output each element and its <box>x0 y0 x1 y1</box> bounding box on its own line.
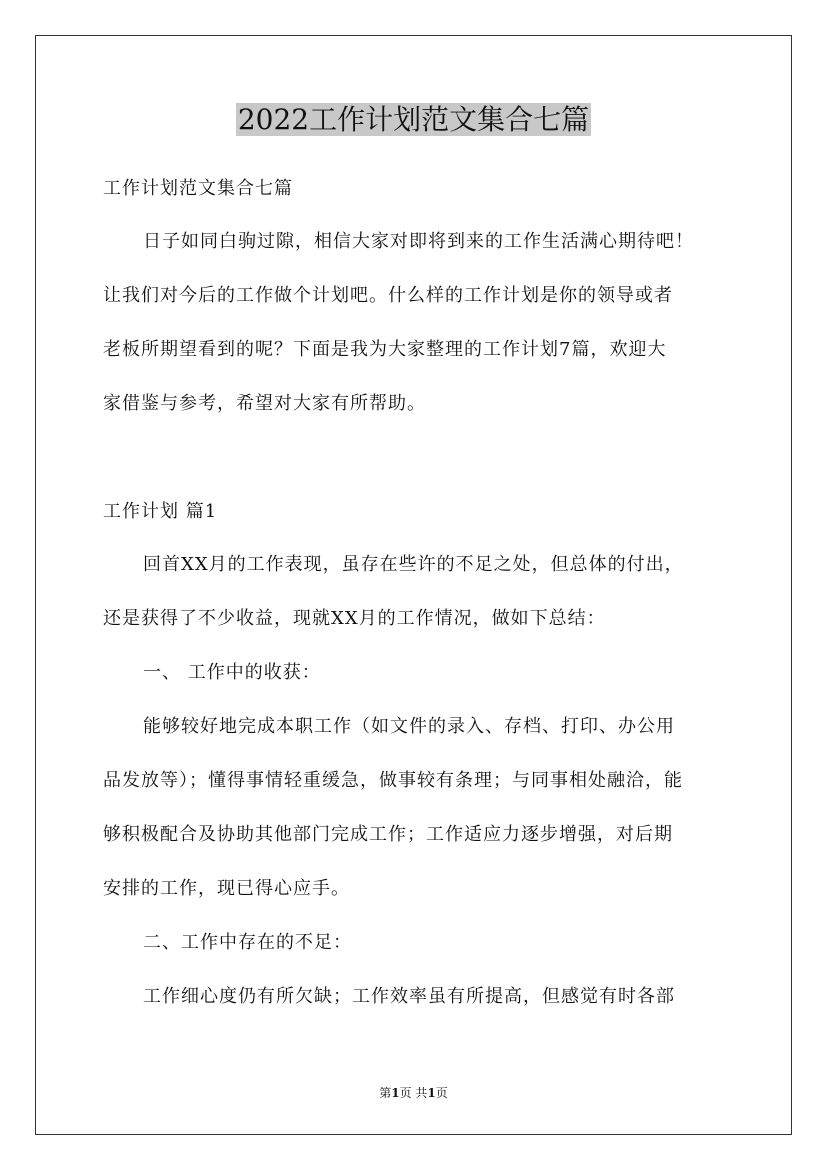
paragraph-line: 安排的工作，现已得心应手。 <box>103 878 350 899</box>
paragraph-line: 工作细心度仍有所欠缺；工作效率虽有所提高，但感觉有时各部 <box>143 986 675 1007</box>
paragraph-line: 能够较好地完成本职工作（如文件的录入、存档、打印、办公用 <box>143 716 675 737</box>
paragraph-line: 回首XX月的工作表现，虽存在些许的不足之处，但总体的付出， <box>143 554 684 575</box>
document-title-text: 2022工作计划范文集合七篇 <box>237 103 590 136</box>
page-footer <box>0 1083 827 1103</box>
intro-paragraph <box>103 228 728 417</box>
section-paragraph <box>103 551 728 632</box>
document-title <box>0 100 827 140</box>
intro-line: 老板所期望看到的呢？下面是我为大家整理的工作计划7篇，欢迎大 <box>103 339 667 360</box>
paragraph-line: 还是获得了不少收益，现就XX月的工作情况，做如下总结： <box>103 608 606 629</box>
subsection-heading: 二、工作中存在的不足： <box>143 932 352 953</box>
footer-mid: 页 共 <box>399 1086 428 1100</box>
subsection-heading: 一、 工作中的收获： <box>143 662 321 683</box>
paragraph-line: 够积极配合及协助其他部门完成工作；工作适应力逐步增强，对后期 <box>103 824 673 845</box>
document-subtitle: 工作计划范文集合七篇 <box>103 178 293 199</box>
footer-suffix: 页 <box>435 1086 448 1100</box>
intro-line: 日子如同白驹过隙，相信大家对即将到来的工作生活满心期待吧！ <box>143 231 694 252</box>
footer-page-total: 1 <box>427 1086 436 1100</box>
footer-prefix: 第 <box>379 1086 392 1100</box>
intro-line: 让我们对今后的工作做个计划吧。什么样的工作计划是你的领导或者 <box>103 285 673 306</box>
intro-line: 家借鉴与参考，希望对大家有所帮助。 <box>103 393 426 414</box>
section-heading: 工作计划 篇1 <box>103 501 218 522</box>
section-spacer <box>103 444 728 498</box>
paragraph-line: 品发放等）；懂得事情轻重缓急，做事较有条理；与同事相处融洽，能 <box>103 770 683 791</box>
document-body <box>103 175 728 1037</box>
section-paragraph <box>103 983 728 1010</box>
footer-page-current: 1 <box>391 1086 400 1100</box>
section-paragraph <box>103 713 728 902</box>
